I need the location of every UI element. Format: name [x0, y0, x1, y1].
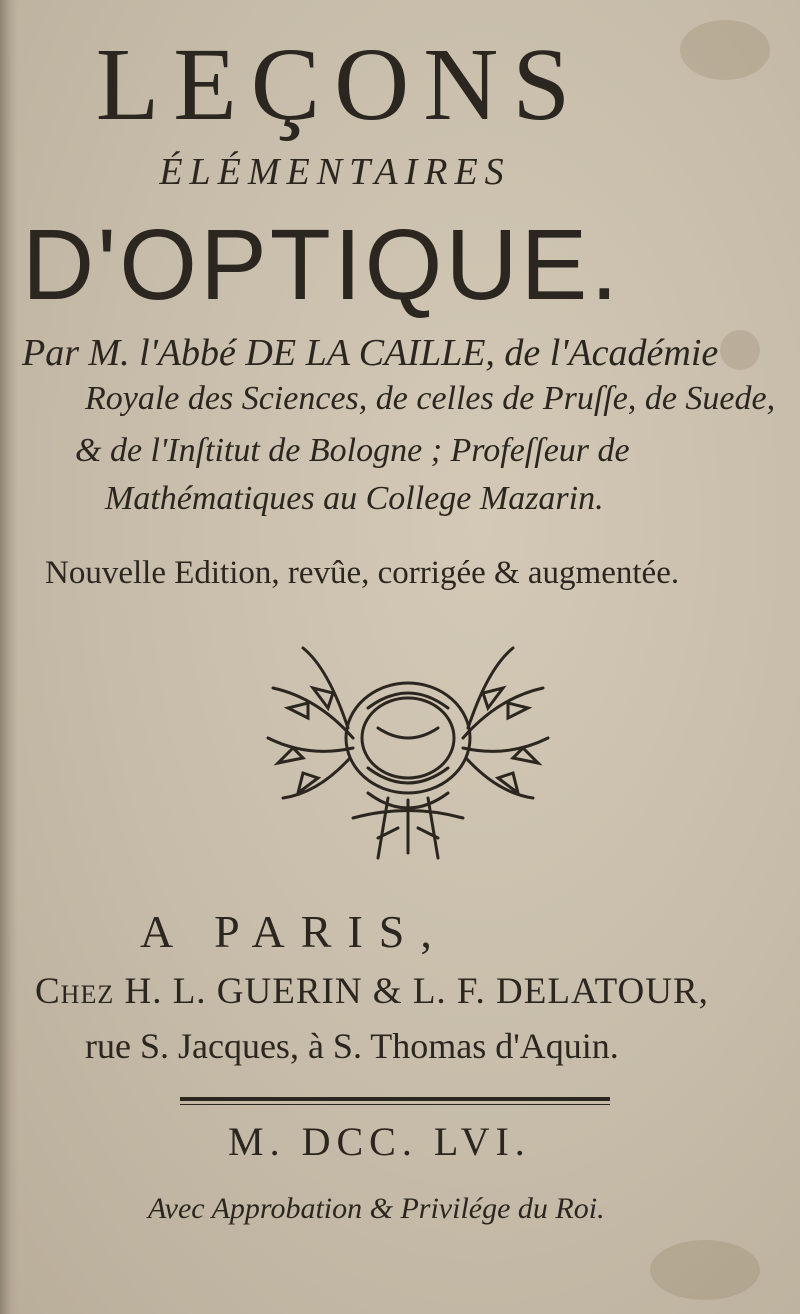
- imprint-printers: Chez H. L. GUERIN & L. F. DELATOUR,: [35, 971, 709, 1012]
- imprint-year: M. DCC. LVI.: [228, 1119, 531, 1164]
- author-line-2: Royale des Sciences, de celles de Pruſſe, de Suede,: [85, 380, 776, 417]
- page-edge-shadow: [0, 0, 18, 1314]
- title-line-elementaires: ÉLÉMENTAIRES: [159, 151, 511, 193]
- author-line-4: Mathématiques au College Mazarin.: [105, 480, 604, 517]
- double-rule-thick: [180, 1097, 610, 1101]
- privilege-statement: Avec Approbation & Privilége du Roi.: [148, 1192, 605, 1225]
- imprint-city: A PARIS,: [140, 906, 448, 957]
- edition-statement: Nouvelle Edition, revûe, corrigée & augmentée.: [45, 555, 680, 591]
- author-line-3: & de l'Inſtitut de Bologne ; Profeſſeur de: [75, 432, 630, 469]
- double-rule-thin: [180, 1104, 610, 1105]
- title-line-lecons: LEÇONS: [95, 27, 585, 142]
- title-line-optique: D'OPTIQUE.: [22, 209, 622, 321]
- foxing-stain: [680, 20, 770, 80]
- imprint-street: rue S. Jacques, à S. Thomas d'Aquin.: [85, 1026, 619, 1066]
- foxing-stain: [650, 1240, 760, 1300]
- author-line-1: Par M. l'Abbé DE LA CAILLE, de l'Académie: [22, 332, 719, 374]
- floral-wreath-icon: [258, 628, 558, 868]
